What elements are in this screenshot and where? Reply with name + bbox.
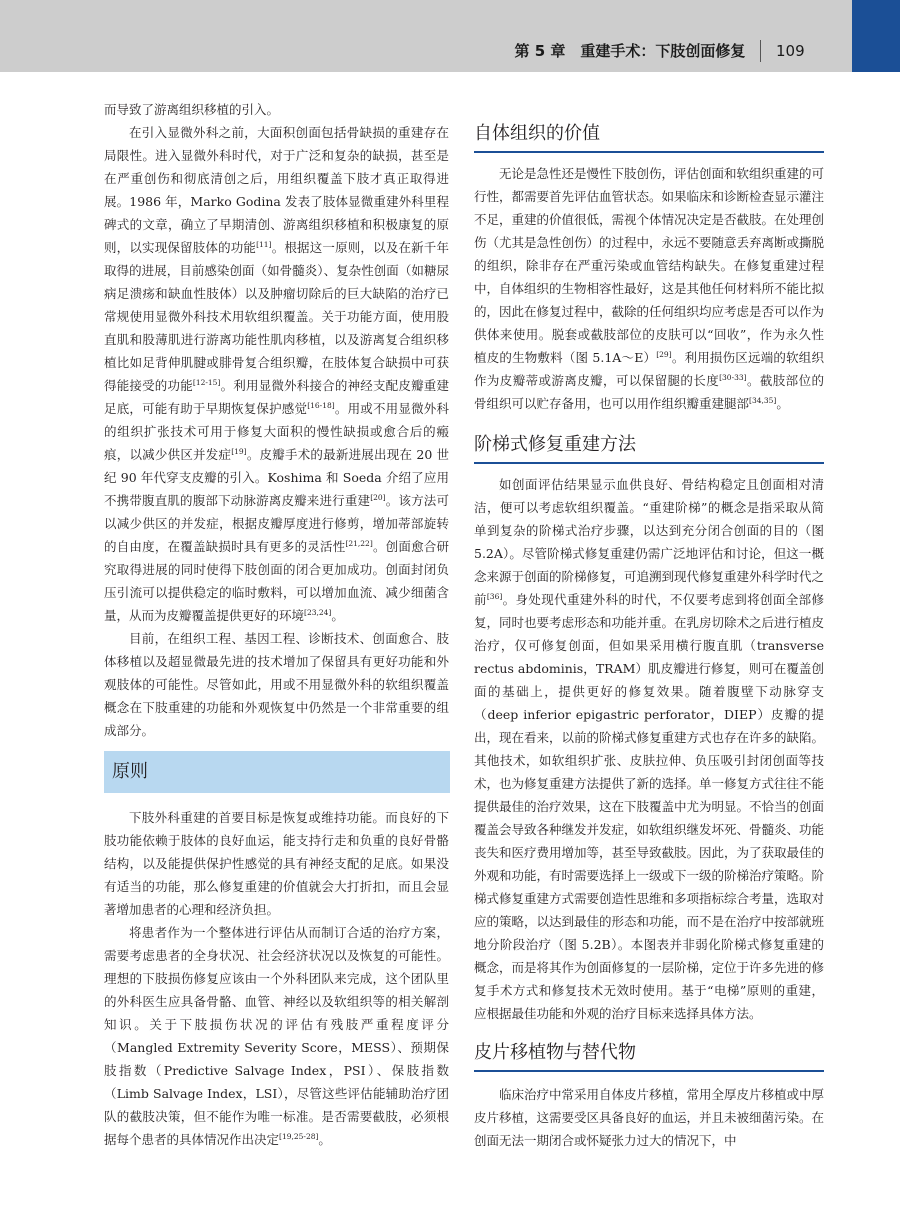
citation: [29] [656,350,672,359]
paragraph-text: 。 [776,396,789,411]
paragraph-text: 无论是急性还是慢性下肢创伤，评估创面和软组织重建的可行性，都需要首先评估血管状态。如果临床和诊断检查显示灌注不足，重建的价值很低，需视个体情况决定是否截肢。在处理创伤（尤其是急性创伤）的过程中，永远不要随意丢弃离断或撕脱的组织，除非存在严重污染或血管结构缺失。在修复重建过程中，自体组织的生物相容性最好，这是其他任何材料所不能比拟的，因此在修复过程中，截除的任何组织均应考虑是否可以作为供体来使用。脱套或截肢部位的皮肤可以“回收”，作为永久性植皮的生物敷料（图 5.1A～E） [474,166,825,365]
heading-underline [474,1070,824,1072]
citation: [11] [256,240,272,249]
paragraph-ladder [474,473,824,1025]
paragraph-skin-graft: 临床治疗中常采用自体皮片移植，常用全厚皮片移植或中厚皮片移植，这需要受区具备良好的血运，并且未被细菌污染。在创面无法一期闭合或怀疑张力过大的情况下，中 [474,1087,825,1148]
paragraph-assessment [104,921,449,1151]
header-accent-block [852,0,900,72]
heading-underline [474,462,824,464]
paragraph-current-state: 目前，在组织工程、基因工程、诊断技术、创面愈合、肢体移植以及超显微最先进的技术增加了保留具有更好功能和外观肢体的可能性。尽管如此，用或不用显微外科的软组织覆盖概念在下肢重建的功能和外观恢复中仍然是一个非常重要的组成部分。 [104,631,449,738]
citation: [30-33] [719,373,747,382]
paragraph-text: 。截肢部位的骨组织可以贮存备用，也可以用作组织瓣重建腿部 [474,373,824,411]
paragraph-text: 。根据这一原则，以及在新千年取得的进展，目前感染创面（如骨髓炎）、复杂性创面（如糖尿病足溃疡和缺血性肢体）以及肿瘤切除后的巨大缺陷的治疗已常规使用显微外科技术用软组织覆盖。关于功能方面，使用股直肌和股薄肌进行游离功能性肌肉移植，以及游离复合组织移植比如足背伸肌腱或腓骨复合组织瓣，在肢体复合缺损中可获得能接受的功能 [104,240,449,393]
right-column-section-3 [474,1083,824,1152]
paragraph-text: 。用或不用显微外科的组织扩张技术可用于修复大面积的慢性缺损或愈合后的瘢痕，以减少供区并发症 [104,401,449,462]
paragraph-goal: 下肢外科重建的首要目标是恢复或维持功能。而良好的下肢功能依赖于肢体的良好血运，能支持行走和负重的良好骨骼结构，以及能提供保护性感觉的具有神经支配的足底。如果没有适当的功能，那么修复重建的价值就会大打折扣，而且会显著增加患者的心理和经济负担。 [104,810,449,917]
paragraph-text: 。该方法可以减少供区的并发症，根据皮瓣厚度进行修剪，增加蒂部旋转的自由度，在覆盖缺损时具有更多的灵活性 [104,493,449,554]
paragraph-text: 。创面愈合研究取得进展的同时使得下肢创面的闭合更加成功。创面封闭负压引流可以提供稳定的临时敷料，可以增加血流、减少细菌含量，从而为皮瓣覆盖提供更好的环境 [104,539,449,623]
citation: [21,22] [345,539,373,548]
paragraph-history [104,121,449,627]
heading-underline [474,151,824,153]
section-heading-autologous: 自体组织的价值 [474,123,600,144]
paragraph-continuation: 而导致了游离组织移植的引入。 [104,102,280,117]
section-heading-ladder: 阶梯式修复重建方法 [474,434,636,455]
paragraph-text: 。 [318,1132,331,1147]
right-column-section-1 [474,162,824,415]
left-column-upper [104,98,449,742]
header-divider [760,40,761,62]
section-heading-principle: 原则 [112,761,148,782]
paragraph-text: 将患者作为一个整体进行评估从而制订合适的治疗方案，需要考虑患者的全身状况、社会经济状况以及恢复的可能性。理想的下肢损伤修复应该由一个外科团队来完成，这个团队里的外科医生应具备骨骼、血管、神经以及软组织等的相关解剖知识。关于下肢损伤状况的评估有残肢严重程度评分（Mangled Extremity Severity Score，MESS）、预期保肢指数（Predictive Salvage Index，PSI）、保肢指数（Limb Salvage Index，LSI），尽管这些评估能辅助治疗团队的截肢决策，但不能作为唯一标准。是否需要截肢，必须根据每个患者的具体情况作出决定 [104,925,449,1147]
page-number: 109 [776,42,805,60]
citation: [16-18] [307,401,335,410]
page-header [0,0,900,72]
left-column-lower [104,806,449,1151]
paragraph-text: 。身处现代重建外科的时代，不仅要考虑到将创面全部修复，同时也要考虑形态和功能并重。在乳房切除术之后进行植皮治疗，仅可修复创面，但如果采用横行腹直肌（transverse rectus abdominis，TRAM）肌皮瓣进行修复，则可在覆盖创面的基础上，提供更好的修复效果。随着腹壁下动脉穿支（deep inferior epigastric perforator，DIEP）皮瓣的提出，现在看来，以前的阶梯式修复重建方式也存在许多的缺陷。其他技术，如软组织扩张、皮肤拉伸、负压吸引封闭创面等技术，也为修复重建方法提供了新的选择。单一修复方式往往不能提供最佳的治疗效果，这在下肢覆盖中尤为明显。不恰当的创面覆盖会导致各种继发并发症，如软组织继发坏死、骨髓炎、功能丧失和医疗费用增加等，甚至导致截肢。因此，为了获取最佳的外观和功能，有时需要选择上一级或下一级的阶梯治疗策略。阶梯式修复重建方式需要创造性思维和多项指标综合考量，选取对应的策略，以达到最佳的形态和功能，而不是在治疗中按部就班地分阶段治疗（图 5.2B）。本图表并非弱化阶梯式修复重建的概念，而是将其作为创面修复的一层阶梯，定位于许多先进的修复手术方式和修复技术无效时使用。基于“电梯”原则的重建，应根据最佳功能和外观的治疗目标来选择具体方法。 [474,592,825,1021]
citation: [20] [370,493,386,502]
paragraph-text: 如创面评估结果显示血供良好、骨结构稳定且创面相对清洁，便可以考虑软组织覆盖。“重建阶梯”的概念是指采取从简单到复杂的阶梯式治疗步骤，以达到充分闭合创面的目的（图 5.2A）。尽管阶梯式修复重建仍需广泛地评估和讨论，但这一概念来源于创面的阶梯修复，可追溯到现代修复重建外科学时代之前 [474,477,825,607]
paragraph-text: 。利用损伤区远端的软组织作为皮瓣蒂或游离皮瓣，可以保留腿的长度 [474,350,824,388]
citation: [12-15] [192,378,221,387]
paragraph-text: 。 [331,608,344,623]
citation: [19,25-28] [279,1132,319,1141]
paragraph-text: 。利用显微外科接合的神经支配皮瓣重建足底，可能有助于早期恢复保护感觉 [104,378,449,416]
paragraph-text: 在引入显微外科之前，大面积创面包括骨缺损的重建存在局限性。进入显微外科时代，对于广泛和复杂的缺损，甚至是在严重创伤和彻底清创之后，用组织覆盖下肢才真正取得进展。1986 年，Marko Godina 发表了肢体显微重建外科里程碑式的文章，确立了早期清创、游离组织移植和积极康复的原则，以实现保留肢体的功能 [104,125,449,255]
paragraph-text: 。皮瓣手术的最新进展出现在 20 世纪 90 年代穿支皮瓣的引入。Koshima 和 Soeda 介绍了应用不携带腹直肌的腹部下动脉游离皮瓣来进行重建 [104,447,449,508]
section-heading-skin-graft: 皮片移植物与替代物 [474,1042,636,1063]
citation: [23,24] [304,608,332,617]
paragraph-autologous [474,162,824,415]
chapter-title: 第 5 章 重建手术：下肢创面修复 [514,42,746,60]
citation: [36] [486,592,503,601]
right-column-section-2 [474,473,824,1025]
citation: [34,35] [749,396,777,405]
citation: [19] [231,447,247,456]
